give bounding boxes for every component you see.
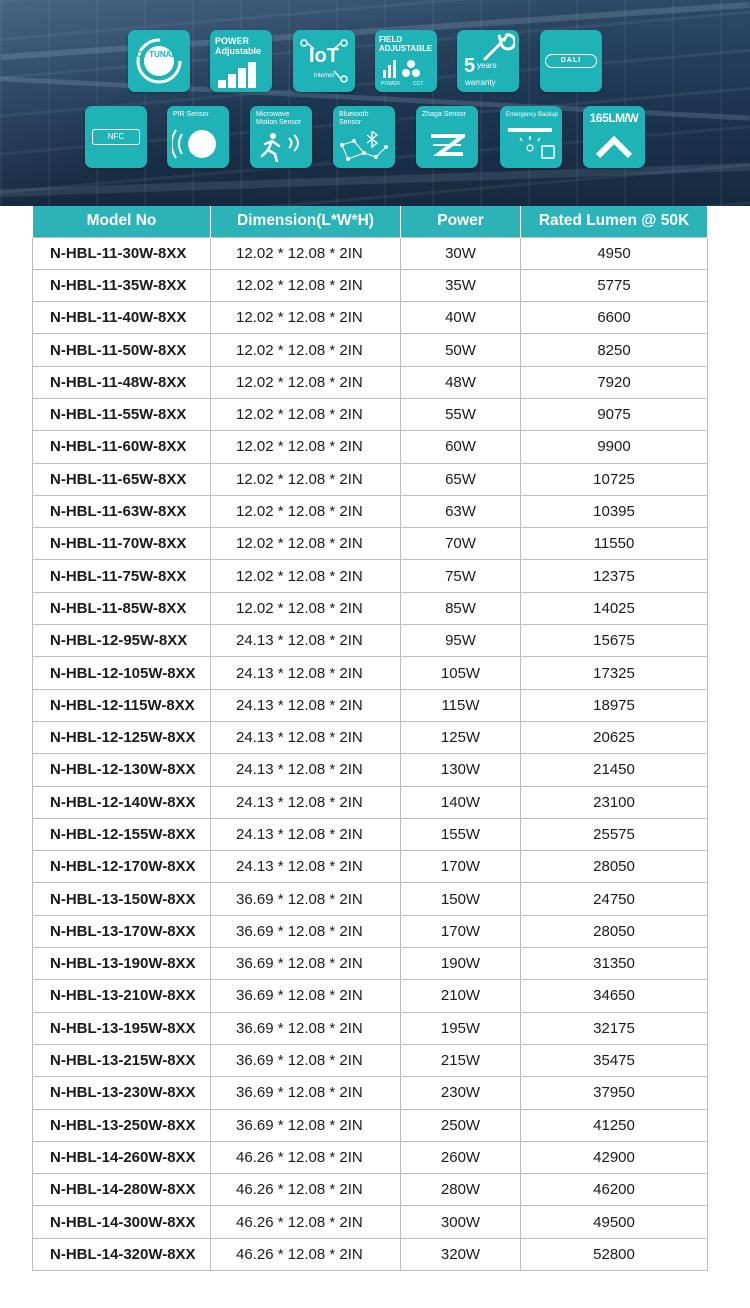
model-no-cell: N-HBL-13-250W-8XX xyxy=(33,1109,211,1141)
bluetooth-sensor-label: Bluetooth Sensor xyxy=(339,111,369,126)
model-no-cell: N-HBL-13-195W-8XX xyxy=(33,1012,211,1044)
table-row xyxy=(33,1044,708,1076)
dimension-cell: 36.69 * 12.08 * 2IN xyxy=(211,915,401,947)
bluetooth-sensor-badge xyxy=(333,106,395,168)
warranty-badge xyxy=(457,30,519,92)
dimension-cell: 24.13 * 12.08 * 2IN xyxy=(211,689,401,721)
rated-lumen-cell: 49500 xyxy=(521,1206,708,1238)
dimension-cell: 36.69 * 12.08 * 2IN xyxy=(211,883,401,915)
feature-banner xyxy=(0,0,750,206)
iot-label: IoT xyxy=(309,45,339,67)
power-cell: 260W xyxy=(401,1141,521,1173)
rated-lumen-cell: 11550 xyxy=(521,528,708,560)
rated-lumen-cell: 28050 xyxy=(521,915,708,947)
table-row xyxy=(33,592,708,624)
bluetooth-mesh-icon xyxy=(336,131,392,165)
rated-lumen-cell: 6600 xyxy=(521,302,708,334)
dimension-cell: 36.69 * 12.08 * 2IN xyxy=(211,1044,401,1076)
power-cell: 60W xyxy=(401,431,521,463)
dimension-cell: 24.13 * 12.08 * 2IN xyxy=(211,754,401,786)
header-rated-lumen: Rated Lumen @ 50K xyxy=(521,206,708,237)
dimension-cell: 36.69 * 12.08 * 2IN xyxy=(211,980,401,1012)
model-no-cell: N-HBL-12-130W-8XX xyxy=(33,754,211,786)
dimension-cell: 46.26 * 12.08 * 2IN xyxy=(211,1174,401,1206)
model-no-cell: N-HBL-12-105W-8XX xyxy=(33,657,211,689)
power-cell: 40W xyxy=(401,302,521,334)
model-no-cell: N-HBL-11-60W-8XX xyxy=(33,431,211,463)
pir-sensor-badge xyxy=(167,106,229,168)
header-power: Power xyxy=(401,206,521,237)
field-adjustable-label: FIELD ADJUSTABLE xyxy=(379,35,433,53)
rated-lumen-cell: 9900 xyxy=(521,431,708,463)
cct-tunable-badge xyxy=(128,30,190,92)
power-cell: 280W xyxy=(401,1174,521,1206)
model-no-cell: N-HBL-13-150W-8XX xyxy=(33,883,211,915)
table-row xyxy=(33,625,708,657)
power-adjustable-label: POWER Adjustable xyxy=(215,36,262,56)
table-row xyxy=(33,398,708,430)
power-cell: 48W xyxy=(401,366,521,398)
power-adjustable-icon xyxy=(218,62,264,88)
table-row xyxy=(33,528,708,560)
table-row xyxy=(33,302,708,334)
dimension-cell: 36.69 * 12.08 * 2IN xyxy=(211,1109,401,1141)
efficacy-badge xyxy=(583,106,645,168)
rated-lumen-cell: 10395 xyxy=(521,495,708,527)
dimension-cell: 24.13 * 12.08 * 2IN xyxy=(211,786,401,818)
rated-lumen-cell: 37950 xyxy=(521,1077,708,1109)
table-row xyxy=(33,334,708,366)
table-row xyxy=(33,1141,708,1173)
power-cell: 63W xyxy=(401,495,521,527)
power-cell: 30W xyxy=(401,237,521,269)
dali-icon: DALI xyxy=(545,54,597,68)
power-cell: 230W xyxy=(401,1077,521,1109)
table-row xyxy=(33,754,708,786)
emergency-backup-icon xyxy=(506,126,556,160)
model-no-cell: N-HBL-13-190W-8XX xyxy=(33,948,211,980)
rated-lumen-cell: 35475 xyxy=(521,1044,708,1076)
model-no-cell: N-HBL-11-48W-8XX xyxy=(33,366,211,398)
dimension-cell: 46.26 * 12.08 * 2IN xyxy=(211,1141,401,1173)
power-cell: 35W xyxy=(401,269,521,301)
dimension-cell: 12.02 * 12.08 * 2IN xyxy=(211,398,401,430)
rated-lumen-cell: 24750 xyxy=(521,883,708,915)
dimension-cell: 12.02 * 12.08 * 2IN xyxy=(211,334,401,366)
table-row xyxy=(33,237,708,269)
model-no-cell: N-HBL-11-35W-8XX xyxy=(33,269,211,301)
zhaga-sensor-label: Zhaga Sensor xyxy=(422,111,466,118)
rated-lumen-cell: 34650 xyxy=(521,980,708,1012)
rated-lumen-cell: 41250 xyxy=(521,1109,708,1141)
rated-lumen-cell: 10725 xyxy=(521,463,708,495)
rated-lumen-cell: 25575 xyxy=(521,818,708,850)
spec-table xyxy=(32,206,708,1271)
table-row xyxy=(33,657,708,689)
cct-tunable-icon xyxy=(134,36,184,86)
table-row xyxy=(33,366,708,398)
power-cell: 115W xyxy=(401,689,521,721)
model-no-cell: N-HBL-14-320W-8XX xyxy=(33,1238,211,1270)
dimension-cell: 12.02 * 12.08 * 2IN xyxy=(211,528,401,560)
dimension-cell: 24.13 * 12.08 * 2IN xyxy=(211,721,401,753)
table-body xyxy=(33,237,708,1271)
power-cell: 155W xyxy=(401,818,521,850)
model-no-cell: N-HBL-12-140W-8XX xyxy=(33,786,211,818)
model-no-cell: N-HBL-11-65W-8XX xyxy=(33,463,211,495)
field-adjustable-power-label: POWER xyxy=(381,81,400,87)
wrench-icon xyxy=(481,33,515,63)
power-adjustable-badge xyxy=(210,30,272,92)
power-cell: 300W xyxy=(401,1206,521,1238)
pir-sensor-label: PIR Sensor xyxy=(173,111,209,118)
ceiling-beam xyxy=(0,163,750,197)
dimension-cell: 12.02 * 12.08 * 2IN xyxy=(211,366,401,398)
table-row xyxy=(33,431,708,463)
power-cell: 170W xyxy=(401,851,521,883)
model-no-cell: N-HBL-13-210W-8XX xyxy=(33,980,211,1012)
model-no-cell: N-HBL-11-63W-8XX xyxy=(33,495,211,527)
power-cell: 250W xyxy=(401,1109,521,1141)
model-no-cell: N-HBL-12-125W-8XX xyxy=(33,721,211,753)
dimension-cell: 36.69 * 12.08 * 2IN xyxy=(211,1012,401,1044)
iot-badge xyxy=(293,30,355,92)
pir-sensor-icon xyxy=(172,126,224,162)
field-adjustable-icon xyxy=(381,58,431,78)
table-row xyxy=(33,560,708,592)
model-no-cell: N-HBL-14-260W-8XX xyxy=(33,1141,211,1173)
rated-lumen-cell: 12375 xyxy=(521,560,708,592)
nfc-badge xyxy=(85,106,147,168)
efficacy-label: 165LM/W xyxy=(589,111,639,125)
power-cell: 190W xyxy=(401,948,521,980)
dimension-cell: 12.02 * 12.08 * 2IN xyxy=(211,302,401,334)
power-cell: 105W xyxy=(401,657,521,689)
dimension-cell: 12.02 * 12.08 * 2IN xyxy=(211,592,401,624)
model-no-cell: N-HBL-11-85W-8XX xyxy=(33,592,211,624)
header-dimension: Dimension(L*W*H) xyxy=(211,206,401,237)
table-row xyxy=(33,948,708,980)
table-row xyxy=(33,851,708,883)
model-no-cell: N-HBL-11-30W-8XX xyxy=(33,237,211,269)
dimension-cell: 12.02 * 12.08 * 2IN xyxy=(211,560,401,592)
rated-lumen-cell: 32175 xyxy=(521,1012,708,1044)
power-cell: 140W xyxy=(401,786,521,818)
microwave-motion-sensor-label: Microwave Motion Sensor xyxy=(256,111,302,126)
emergency-backup-badge xyxy=(500,106,562,168)
zhaga-sensor-badge xyxy=(416,106,478,168)
power-cell: 75W xyxy=(401,560,521,592)
power-cell: 210W xyxy=(401,980,521,1012)
table-row xyxy=(33,1238,708,1270)
model-no-cell: N-HBL-12-115W-8XX xyxy=(33,689,211,721)
iot-sub-label: Internet xyxy=(313,73,335,79)
dimension-cell: 12.02 * 12.08 * 2IN xyxy=(211,431,401,463)
rated-lumen-cell: 23100 xyxy=(521,786,708,818)
zhaga-icon xyxy=(429,134,465,156)
model-no-cell: N-HBL-11-55W-8XX xyxy=(33,398,211,430)
power-cell: 195W xyxy=(401,1012,521,1044)
model-no-cell: N-HBL-11-70W-8XX xyxy=(33,528,211,560)
power-cell: 150W xyxy=(401,883,521,915)
power-cell: 85W xyxy=(401,592,521,624)
dimension-cell: 24.13 * 12.08 * 2IN xyxy=(211,818,401,850)
power-cell: 50W xyxy=(401,334,521,366)
rated-lumen-cell: 15675 xyxy=(521,625,708,657)
rated-lumen-cell: 18975 xyxy=(521,689,708,721)
model-no-cell: N-HBL-13-215W-8XX xyxy=(33,1044,211,1076)
dimension-cell: 24.13 * 12.08 * 2IN xyxy=(211,657,401,689)
rated-lumen-cell: 28050 xyxy=(521,851,708,883)
dimension-cell: 36.69 * 12.08 * 2IN xyxy=(211,1077,401,1109)
header-model-no: Model No xyxy=(33,206,211,237)
field-adjustable-badge xyxy=(375,30,437,92)
dali-badge xyxy=(540,30,602,92)
rated-lumen-cell: 20625 xyxy=(521,721,708,753)
dimension-cell: 12.02 * 12.08 * 2IN xyxy=(211,495,401,527)
table-row xyxy=(33,689,708,721)
rated-lumen-cell: 7920 xyxy=(521,366,708,398)
rated-lumen-cell: 17325 xyxy=(521,657,708,689)
table-row xyxy=(33,786,708,818)
rated-lumen-cell: 31350 xyxy=(521,948,708,980)
table-row xyxy=(33,1077,708,1109)
warranty-years-number: 5 xyxy=(464,55,476,77)
warranty-years-label: years xyxy=(477,61,497,70)
power-cell: 125W xyxy=(401,721,521,753)
power-cell: 95W xyxy=(401,625,521,657)
rated-lumen-cell: 4950 xyxy=(521,237,708,269)
power-cell: 65W xyxy=(401,463,521,495)
running-person-icon xyxy=(259,132,303,162)
table-row xyxy=(33,883,708,915)
rated-lumen-cell: 52800 xyxy=(521,1238,708,1270)
model-no-cell: N-HBL-12-170W-8XX xyxy=(33,851,211,883)
table-row xyxy=(33,1109,708,1141)
warranty-label: warranty xyxy=(465,78,496,87)
model-no-cell: N-HBL-12-155W-8XX xyxy=(33,818,211,850)
rated-lumen-cell: 14025 xyxy=(521,592,708,624)
dimension-cell: 24.13 * 12.08 * 2IN xyxy=(211,625,401,657)
dimension-cell: 36.69 * 12.08 * 2IN xyxy=(211,948,401,980)
model-no-cell: N-HBL-11-40W-8XX xyxy=(33,302,211,334)
model-no-cell: N-HBL-14-300W-8XX xyxy=(33,1206,211,1238)
dimension-cell: 12.02 * 12.08 * 2IN xyxy=(211,269,401,301)
power-cell: 55W xyxy=(401,398,521,430)
table-row xyxy=(33,495,708,527)
nfc-icon: NFC xyxy=(92,129,140,145)
table-row xyxy=(33,1206,708,1238)
table-row xyxy=(33,269,708,301)
model-no-cell: N-HBL-11-75W-8XX xyxy=(33,560,211,592)
dimension-cell: 12.02 * 12.08 * 2IN xyxy=(211,237,401,269)
dimension-cell: 46.26 * 12.08 * 2IN xyxy=(211,1206,401,1238)
dimension-cell: 12.02 * 12.08 * 2IN xyxy=(211,463,401,495)
emergency-backup-label: Emergency Backup xyxy=(506,112,559,118)
table-row xyxy=(33,980,708,1012)
dimension-cell: 46.26 * 12.08 * 2IN xyxy=(211,1238,401,1270)
model-no-cell: N-HBL-13-230W-8XX xyxy=(33,1077,211,1109)
model-no-cell: N-HBL-13-170W-8XX xyxy=(33,915,211,947)
model-no-cell: N-HBL-12-95W-8XX xyxy=(33,625,211,657)
power-cell: 215W xyxy=(401,1044,521,1076)
cct-tunable-label: CCT TUNABLE xyxy=(130,50,188,59)
power-cell: 70W xyxy=(401,528,521,560)
rated-lumen-cell: 42900 xyxy=(521,1141,708,1173)
model-no-cell: N-HBL-11-50W-8XX xyxy=(33,334,211,366)
power-cell: 130W xyxy=(401,754,521,786)
chevron-up-icon xyxy=(595,136,633,158)
rated-lumen-cell: 46200 xyxy=(521,1174,708,1206)
table-row xyxy=(33,721,708,753)
table-row xyxy=(33,1012,708,1044)
table-header-row xyxy=(33,206,708,237)
power-cell: 320W xyxy=(401,1238,521,1270)
rated-lumen-cell: 21450 xyxy=(521,754,708,786)
field-adjustable-cct-label: CCT xyxy=(413,81,424,87)
table-row xyxy=(33,1174,708,1206)
table-row xyxy=(33,915,708,947)
rated-lumen-cell: 5775 xyxy=(521,269,708,301)
power-cell: 170W xyxy=(401,915,521,947)
table-row xyxy=(33,463,708,495)
model-no-cell: N-HBL-14-280W-8XX xyxy=(33,1174,211,1206)
dimension-cell: 24.13 * 12.08 * 2IN xyxy=(211,851,401,883)
table-row xyxy=(33,818,708,850)
microwave-motion-sensor-badge xyxy=(250,106,312,168)
rated-lumen-cell: 8250 xyxy=(521,334,708,366)
rated-lumen-cell: 9075 xyxy=(521,398,708,430)
